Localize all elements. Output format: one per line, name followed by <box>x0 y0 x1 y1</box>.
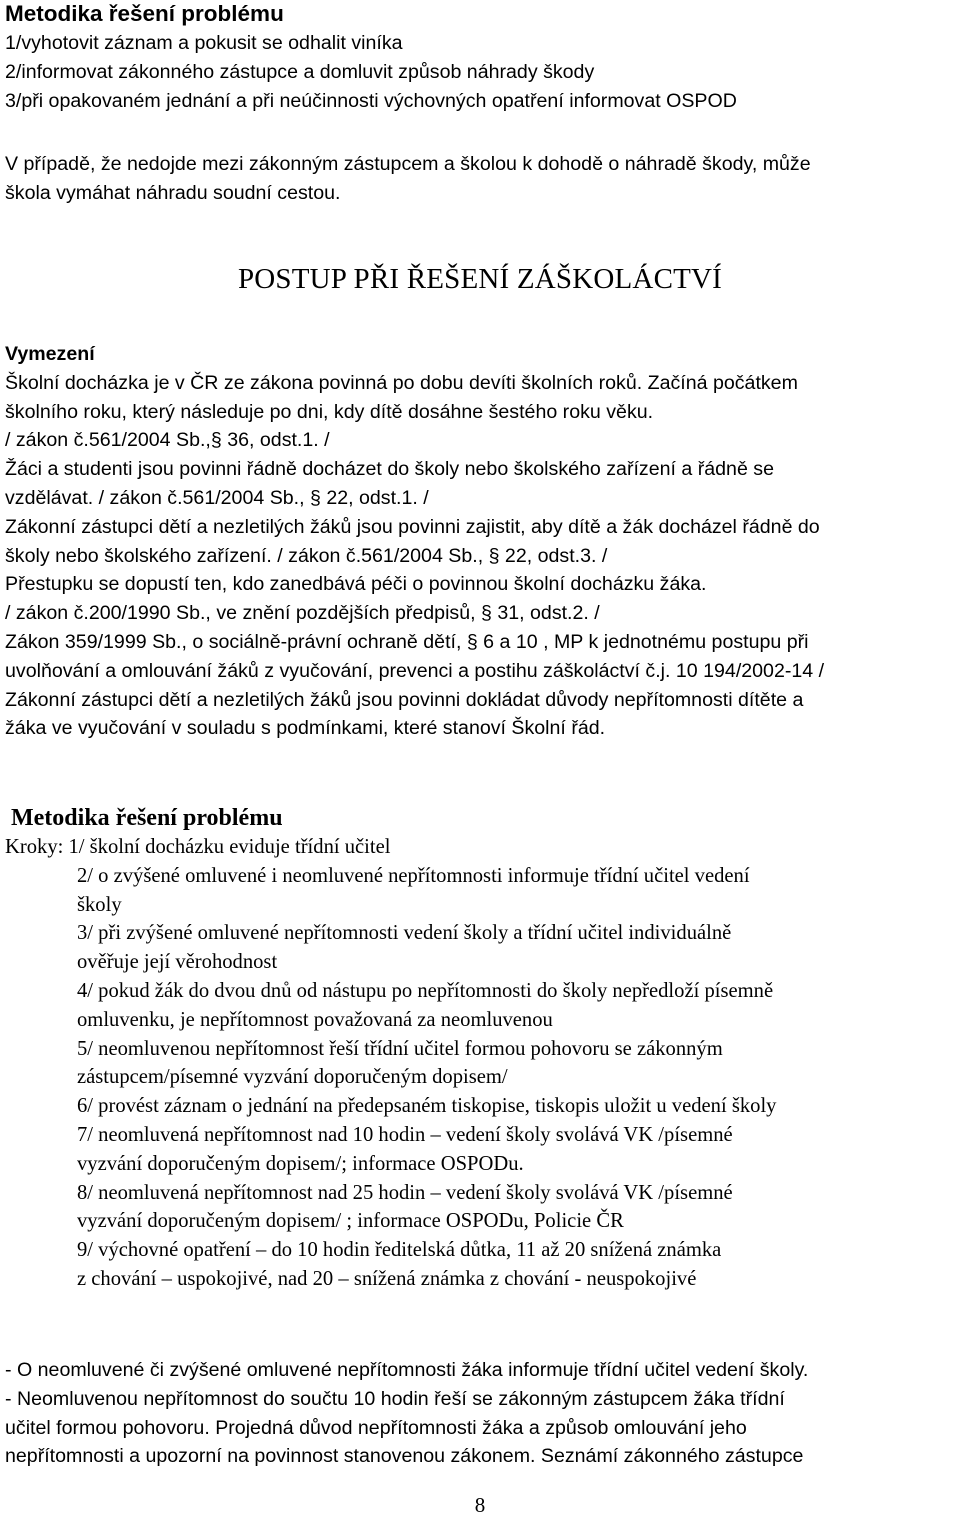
definition-line: / zákon č.200/1990 Sb., ve znění pozdějších předpisů, § 31, odst.2. / <box>5 602 600 625</box>
definition-line: žáka ve vyučování v souladu s podmínkami, které stanoví Školní řád. <box>5 717 606 740</box>
definition-line: Zákon 359/1999 Sb., o sociálně-právní ochraně dětí, § 6 a 10 , MP k jednotnému postupu při <box>5 630 809 653</box>
definition-line: Žáci a studenti jsou povinni řádně docházet do školy nebo školského zařízení a řádně se <box>5 458 774 481</box>
step-line: 7/ neomluvená nepřítomnost nad 10 hodin – vedení školy svolává VK /písemné <box>77 1123 733 1146</box>
section-1-line: 2/informovat zákonného zástupce a domluvit způsob náhrady škody <box>5 60 595 83</box>
step-line: vyzvání doporučeným dopisem/; informace OSPODu. <box>77 1152 524 1175</box>
notes-section <box>5 1356 960 1471</box>
steps-indented <box>5 862 960 1294</box>
step-line: vyzvání doporučeným dopisem/ ; informace OSPODu, Policie ČR <box>77 1210 624 1233</box>
definition-line: školy nebo školského zařízení. / zákon č.561/2004 Sb., § 22, odst.3. / <box>5 544 608 567</box>
page-number: 8 <box>474 1493 486 1517</box>
step-line: 6/ provést záznam o jednání na předepsaném tiskopise, tiskopis uložit u vedení školy <box>77 1095 777 1118</box>
definition-section <box>5 340 960 743</box>
step-line: ověřuje její věrohodnost <box>77 951 278 974</box>
definition-label: Vymezení <box>5 343 95 365</box>
step-line: zástupcem/písemné vyzvání doporučeným dopisem/ <box>77 1066 508 1089</box>
definition-line: / zákon č.561/2004 Sb.,§ 36, odst.1. / <box>5 429 330 452</box>
paragraph-damage <box>5 150 960 208</box>
note-line: učitel formou pohovoru. Projedná důvod nepřítomnosti žáka a způsob omlouvání jeho <box>5 1416 747 1439</box>
step-line: 3/ při zvýšené omluvené nepřítomnosti vedení školy a třídní učitel individuálně <box>77 922 732 945</box>
step-line: omluvenku, je nepřítomnost považovaná za neomluvenou <box>77 1008 553 1031</box>
section-1-title: Metodika řešení problému <box>5 1 284 26</box>
section-1-line: 3/při opakovaném jednání a při neúčinnosti výchovných opatření informovat OSPOD <box>5 89 737 112</box>
definition-line: uvolňování a omlouvání žáků z vyučování, prevenci a postihu záškoláctví č.j. 10 194/2002-14 / <box>5 659 825 682</box>
steps-list <box>5 833 960 1294</box>
section-1 <box>5 0 960 115</box>
step-line: 8/ neomluvená nepřítomnost nad 25 hodin – vedení školy svolává VK /písemné <box>77 1181 733 1204</box>
paragraph-line: V případě, že nedojde mezi zákonným zástupcem a školou k dohodě o náhradě škody, může <box>5 153 811 175</box>
step-line: z chování – uspokojivé, nad 20 – snížená známka z chování - neuspokojivé <box>77 1267 697 1290</box>
note-line: - O neomluvené či zvýšené omluvené nepřítomnosti žáka informuje třídní učitel vedení školy. <box>5 1359 809 1381</box>
step-line: 4/ pokud žák do dvou dnů od nástupu po nepřítomnosti do školy nepředloží písemně <box>77 979 774 1002</box>
section-2-title: Metodika řešení problému <box>11 805 283 831</box>
definition-line: školního roku, který následuje po dni, kdy dítě dosáhne šestého roku věku. <box>5 400 654 423</box>
step-line: 9/ výchovné opatření – do 10 hodin ředitelská důtka, 11 až 20 snížená známka <box>77 1239 722 1262</box>
step-line: školy <box>77 893 122 916</box>
section-1-line: 1/vyhotovit záznam a pokusit se odhalit viníka <box>5 32 403 54</box>
steps-intro: Kroky: 1/ školní docházku eviduje třídní učitel <box>5 836 391 858</box>
definition-line: Přestupku se dopustí ten, kdo zanedbává péči o povinnou školní docházku žáka. <box>5 573 707 596</box>
step-line: 2/ o zvýšené omluvené i neomluvené nepřítomnosti informuje třídní učitel vedení <box>77 864 750 887</box>
definition-line: vzdělávat. / zákon č.561/2004 Sb., § 22, odst.1. / <box>5 486 429 509</box>
definition-line: Zákonní zástupci dětí a nezletilých žáků jsou povinni dokládat důvody nepřítomnosti dítěte a <box>5 688 804 711</box>
definition-line: Zákonní zástupci dětí a nezletilých žáků jsou povinni zajistit, aby dítě a žák docházel řádně do <box>5 515 820 538</box>
truancy-heading: POSTUP PŘI ŘEŠENÍ ZÁŠKOLÁCTVÍ <box>237 263 723 295</box>
note-line: nepřítomnosti a upozorní na povinnost stanovenou zákonem. Seznámí zákonného zástupce <box>5 1445 804 1468</box>
note-line: - Neomluvenou nepřítomnost do součtu 10 hodin řeší se zákonným zástupcem žáka třídní <box>5 1387 785 1410</box>
step-line: 5/ neomluvenou nepřítomnost řeší třídní učitel formou pohovoru se zákonným <box>77 1037 723 1060</box>
definition-line: Školní docházka je v ČR ze zákona povinná po dobu devíti školních roků. Začíná počátkem <box>5 371 798 394</box>
paragraph-line: škola vymáhat náhradu soudní cestou. <box>5 181 341 204</box>
